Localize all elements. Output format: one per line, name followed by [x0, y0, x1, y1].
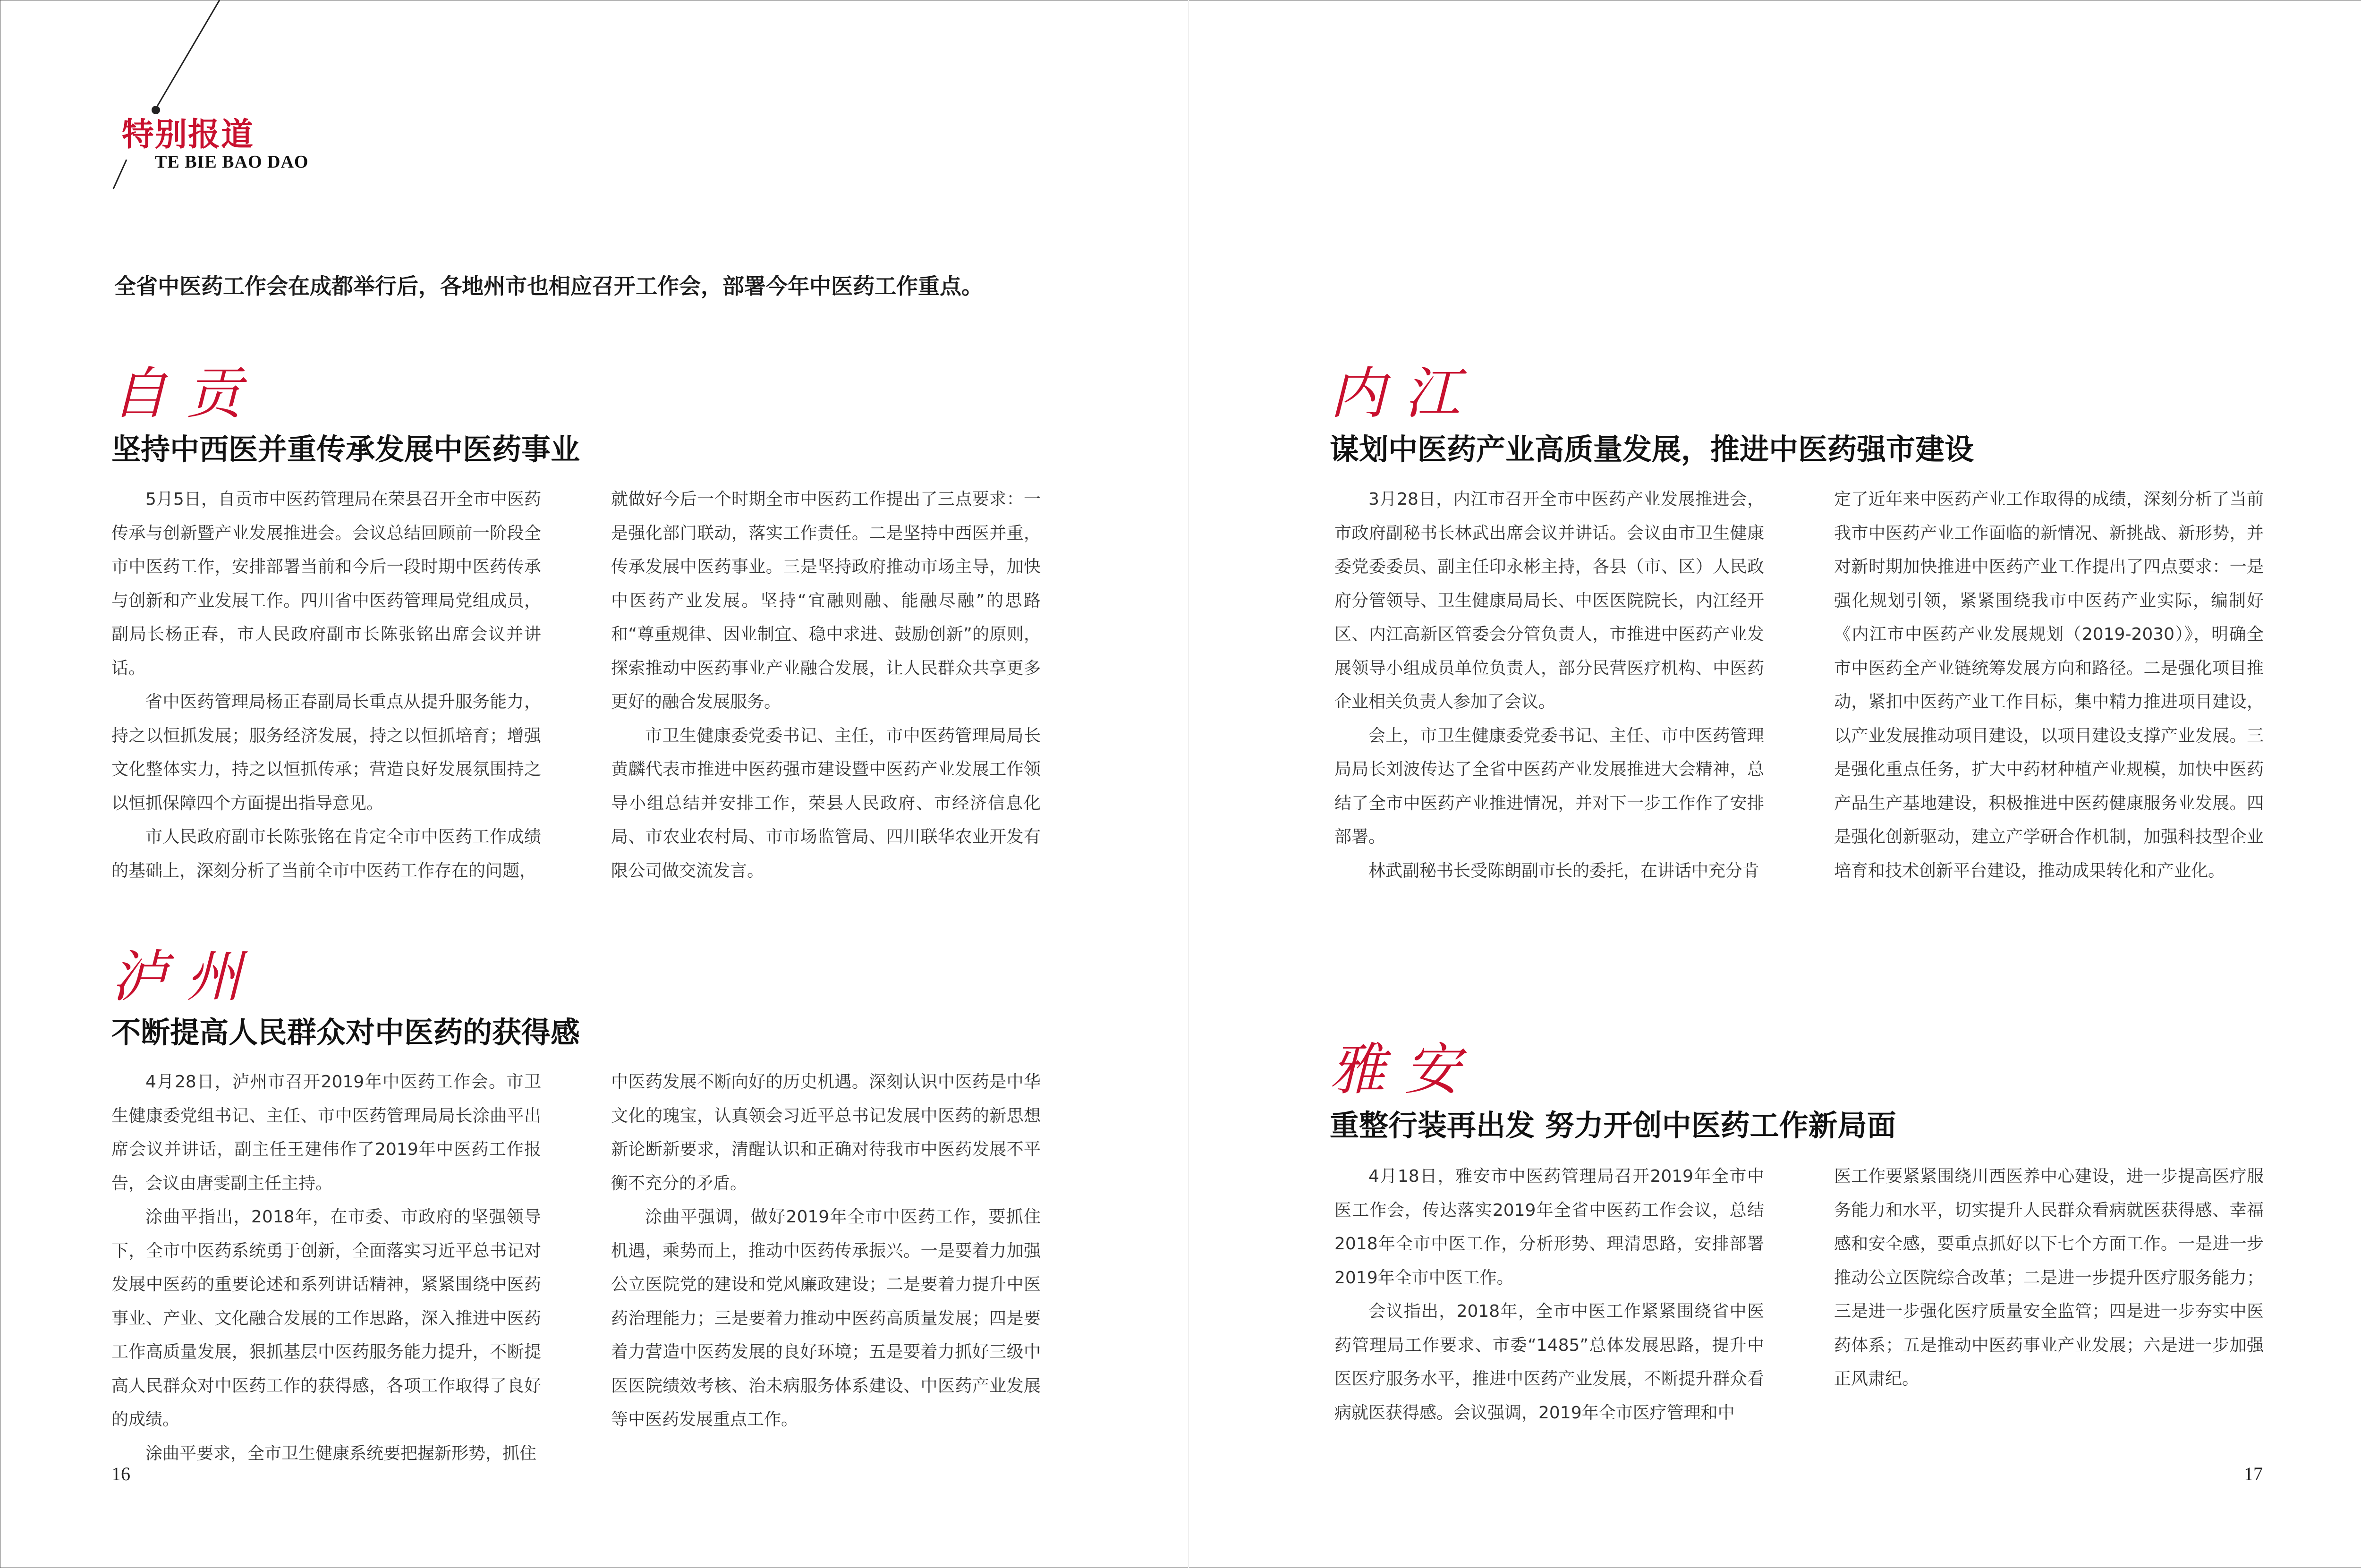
- city-title-neijiang: 内江: [1330, 361, 1479, 426]
- column-left: [1334, 1160, 1764, 1430]
- paragraph: 市人民政府副市长陈张铭在肯定全市中医药工作成绩的基础上，深刻分析了当前全市中医药工作存在的问题，: [111, 827, 541, 881]
- paragraph: 中医药发展不断向好的历史机遇。深刻认识中医药是中华文化的瑰宝，认真领会习近平总书记发展中医药的新思想新论断新要求，清醒认识和正确对待我市中医药发展不平衡不充分的矛盾。: [611, 1072, 1041, 1193]
- city-title-zigong: 自贡: [111, 361, 261, 426]
- paragraph: 涂曲平要求，全市卫生健康系统要把握新形势，抓住: [145, 1443, 537, 1463]
- paragraph: 医工作要紧紧围绕川西医养中心建设，进一步提高医疗服务能力和水平，切实提升人民群众看病就医获得感、幸福感和安全感，要重点抓好以下七个方面工作。一是进一步推动公立医院综合改革；二是进一步提升医疗服务能力；三是进一步强化医疗质量安全监管；四是进一步夯实中医药体系；五是推动中医药事业产业发展；六是进一步加强正风肃纪。: [1834, 1167, 2264, 1389]
- deco-line-top: [156, 0, 220, 109]
- page-number-left: 16: [111, 1463, 130, 1484]
- section-title-cn: 特别报道: [122, 116, 255, 153]
- intro-paragraph: 全省中医药工作会在成都举行后，各地州市也相应召开工作会，部署今年中医药工作重点。: [114, 273, 983, 299]
- paragraph: 林武副秘书长受陈朗副市长的委托，在讲话中充分肯: [1368, 861, 1760, 881]
- article-yaan-body: [1334, 1160, 2264, 1430]
- paragraph: 4月18日，雅安市中医药管理局召开2019年全市中医工作会，传达落实2019年全省中医药工作会议，总结2018年全市中医工作，分析形势、理清思路，安排部署2019年全市中医工作。: [1334, 1167, 1764, 1288]
- city-title-yaan: 雅安: [1330, 1037, 1479, 1102]
- paragraph: 涂曲平指出，2018年，在市委、市政府的坚强领导下，全市中医药系统勇于创新，全面落实习近平总书记对发展中医药的重要论述和系列讲话精神，紧紧围绕中医药事业、产业、文化融合发展的工作思路，深入推进中医药工作高质量发展，狠抓基层中医药服务能力提升，不断提高人民群众对中医药工作的获得感，各项工作取得了良好的成绩。: [111, 1207, 541, 1429]
- headline-luzhou: 不断提高人民群众对中医药的获得感: [111, 1015, 580, 1050]
- headline-zigong: 坚持中西医并重传承发展中医药事业: [111, 432, 580, 466]
- column-right: [611, 1065, 1041, 1470]
- column-right: [1834, 1160, 2264, 1430]
- deco-dot: [152, 106, 160, 114]
- headline-yaan: 重整行装再出发 努力开创中医药工作新局面: [1330, 1108, 1896, 1143]
- paragraph: 定了近年来中医药产业工作取得的成绩，深刻分析了当前我市中医药产业工作面临的新情况、新挑战、新形势，并对新时期加快推进中医药产业工作提出了四点要求：一是强化规划引领，紧紧围绕我市中医药产业实际，编制好《内江市中医药产业发展规划（2019-2030）》，明确全市中医药全产业链统筹发展方向和路径。二是强化项目推动，紧扣中医药产业工作目标，集中精力推进项目建设，以产业发展推动项目建设，以项目建设支撑产业发展。三是强化重点任务，扩大中药材种植产业规模，加快中医药产品生产基地建设，积极推进中医药健康服务业发展。四是强化创新驱动，建立产学研合作机制，加强科技型企业培育和技术创新平台建设，推动成果转化和产业化。: [1834, 490, 2264, 881]
- section-title-en: TE BIE BAO DAO: [155, 152, 309, 172]
- paragraph: 涂曲平强调，做好2019年全市中医药工作，要抓住机遇，乘势而上，推动中医药传承振兴。一是要着力加强公立医院党的建设和党风廉政建设；二是要着力提升中医药治理能力；三是要着力推动中医药高质量发展；四是要着力营造中医药发展的良好环境；五是要着力抓好三级中医医院绩效考核、治未病服务体系建设、中医药产业发展等中医药发展重点工作。: [611, 1207, 1041, 1429]
- city-title-luzhou: 泸州: [111, 944, 261, 1009]
- article-zigong: [111, 363, 580, 467]
- article-zigong-body: [111, 483, 1041, 888]
- article-neijiang: [1330, 363, 1974, 467]
- paragraph: 省中医药管理局杨正春副局长重点从提升服务能力，持之以恒抓发展；服务经济发展，持之以恒抓培育；增强文化整体实力，持之以恒抓传承；营造良好发展氛围持之以恒抓保障四个方面提出指导意见。: [111, 692, 541, 813]
- article-neijiang-body: [1334, 483, 2264, 888]
- column-left: [111, 483, 541, 888]
- paragraph: 会议指出，2018年，全市中医工作紧紧围绕省中医药管理局工作要求、市委“1485”总体发展思路，提升中医医疗服务水平，推进中医药产业发展，不断提升群众看病就医获得感。会议强调，2019年全市医疗管理和中: [1334, 1302, 1764, 1423]
- section-header: [122, 116, 308, 172]
- paragraph: 3月28日，内江市召开全市中医药产业发展推进会，市政府副秘书长林武出席会议并讲话。会议由市卫生健康委党委委员、副主任印永彬主持，各县（市、区）人民政府分管领导、卫生健康局局长、中医医院院长，内江经开区、内江高新区管委会分管负责人，市推进中医药产业发展领导小组成员单位负责人，部分民营医疗机构、中医药企业相关负责人参加了会议。: [1334, 490, 1764, 712]
- page-spine: [1188, 0, 1189, 1568]
- article-luzhou: [111, 946, 580, 1051]
- paragraph: 市卫生健康委党委书记、主任，市中医药管理局局长黄麟代表市推进中医药强市建设暨中医药产业发展工作领导小组总结并安排工作，荣县人民政府、市经济信息化局、市农业农村局、市市场监管局、四川联华农业开发有限公司做交流发言。: [611, 726, 1041, 881]
- paragraph: 5月5日，自贡市中医药管理局在荣县召开全市中医药传承与创新暨产业发展推进会。会议总结回顾前一阶段全市中医药工作，安排部署当前和今后一段时期中医药传承与创新和产业发展工作。四川省中医药管理局党组成员，副局长杨正春，市人民政府副市长陈张铭出席会议并讲话。: [111, 490, 541, 678]
- paragraph: 4月28日，泸州市召开2019年中医药工作会。市卫生健康委党组书记、主任、市中医药管理局局长涂曲平出席会议并讲话，副主任王建伟作了2019年中医药工作报告，会议由唐雯副主任主持。: [111, 1072, 541, 1193]
- column-left: [111, 1065, 541, 1470]
- column-left: [1334, 483, 1764, 888]
- headline-neijiang: 谋划中医药产业高质量发展，推进中医药强市建设: [1330, 432, 1974, 466]
- column-right: [1834, 483, 2264, 888]
- article-luzhou-body: [111, 1065, 1041, 1470]
- page-number-right: 17: [2244, 1463, 2263, 1484]
- column-right: [611, 483, 1041, 888]
- paragraph: 就做好今后一个时期全市中医药工作提出了三点要求：一是强化部门联动，落实工作责任。二是坚持中西医并重，传承发展中医药事业。三是坚持政府推动市场主导，加快中医药产业发展。坚持“宜融则融、能融尽融”的思路和“尊重规律、因业制宜、稳中求进、鼓励创新”的原则，探索推动中医药事业产业融合发展，让人民群众共享更多更好的融合发展服务。: [611, 490, 1041, 712]
- article-yaan: [1330, 1039, 1896, 1144]
- paragraph: 会上，市卫生健康委党委书记、主任、市中医药管理局局长刘波传达了全省中医药产业发展推进大会精神，总结了全市中医药产业推进情况，并对下一步工作作了安排部署。: [1334, 726, 1764, 847]
